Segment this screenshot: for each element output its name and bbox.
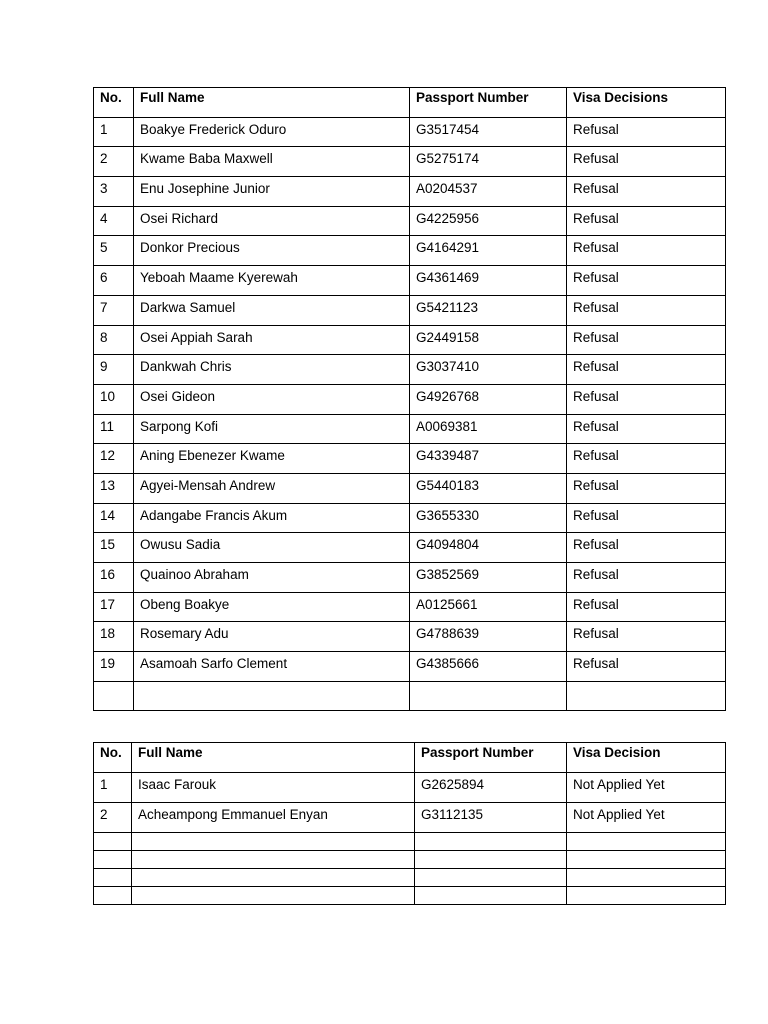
table-row [94, 803, 726, 833]
cell-passport-number [410, 681, 567, 711]
cell-visa-decision: Refusal [567, 147, 726, 177]
cell-full-name: Asamoah Sarfo Clement [134, 652, 410, 682]
cell-visa-decision: Refusal [567, 355, 726, 385]
cell-no: 17 [94, 592, 134, 622]
table-row [94, 384, 726, 414]
cell-full-name [134, 681, 410, 711]
cell-full-name: Obeng Boakye [134, 592, 410, 622]
cell-visa-decision: Refusal [567, 622, 726, 652]
cell-no: 3 [94, 177, 134, 207]
table-row [94, 533, 726, 563]
cell-passport-number: G5440183 [410, 473, 567, 503]
cell-visa-decision: Refusal [567, 206, 726, 236]
table-row [94, 887, 726, 905]
table-row [94, 117, 726, 147]
cell-full-name: Kwame Baba Maxwell [134, 147, 410, 177]
cell-visa-decision [567, 681, 726, 711]
cell-no: 4 [94, 206, 134, 236]
cell-full-name: Isaac Farouk [132, 773, 415, 803]
cell-no: 2 [94, 147, 134, 177]
table-row [94, 851, 726, 869]
cell-no: 1 [94, 117, 134, 147]
cell-passport-number: A0125661 [410, 592, 567, 622]
cell-visa-decision: Refusal [567, 117, 726, 147]
cell-visa-decision: Not Applied Yet [567, 773, 726, 803]
cell-passport-number: G4361469 [410, 266, 567, 296]
cell-visa-decision: Refusal [567, 503, 726, 533]
visa-refusal-table [93, 87, 726, 711]
cell-passport-number: G3655330 [410, 503, 567, 533]
cell-passport-number [415, 851, 567, 869]
cell-full-name [132, 833, 415, 851]
cell-no: 16 [94, 563, 134, 593]
cell-passport-number: G3517454 [410, 117, 567, 147]
cell-no: 9 [94, 355, 134, 385]
table-row [94, 773, 726, 803]
cell-visa-decision: Refusal [567, 384, 726, 414]
cell-passport-number: G4385666 [410, 652, 567, 682]
cell-no: 13 [94, 473, 134, 503]
cell-passport-number: G4225956 [410, 206, 567, 236]
table-row [94, 236, 726, 266]
cell-full-name: Enu Josephine Junior [134, 177, 410, 207]
cell-full-name [132, 869, 415, 887]
table-row [94, 503, 726, 533]
table-row [94, 444, 726, 474]
cell-no [94, 887, 132, 905]
cell-visa-decision [567, 869, 726, 887]
cell-passport-number: A0069381 [410, 414, 567, 444]
table-row [94, 177, 726, 207]
cell-passport-number: G4164291 [410, 236, 567, 266]
cell-full-name: Agyei-Mensah Andrew [134, 473, 410, 503]
cell-full-name: Aning Ebenezer Kwame [134, 444, 410, 474]
visa-not-applied-table [93, 742, 726, 905]
cell-full-name: Darkwa Samuel [134, 295, 410, 325]
cell-full-name: Osei Gideon [134, 384, 410, 414]
cell-visa-decision [567, 833, 726, 851]
cell-full-name: Owusu Sadia [134, 533, 410, 563]
cell-passport-number: G3852569 [410, 563, 567, 593]
cell-full-name: Donkor Precious [134, 236, 410, 266]
cell-passport-number: G5421123 [410, 295, 567, 325]
cell-no: 7 [94, 295, 134, 325]
cell-visa-decision: Refusal [567, 295, 726, 325]
table-row [94, 833, 726, 851]
cell-full-name: Osei Appiah Sarah [134, 325, 410, 355]
cell-visa-decision: Refusal [567, 652, 726, 682]
cell-visa-decision: Refusal [567, 177, 726, 207]
cell-full-name: Dankwah Chris [134, 355, 410, 385]
table-row [94, 622, 726, 652]
cell-visa-decision: Refusal [567, 533, 726, 563]
cell-visa-decision: Refusal [567, 563, 726, 593]
cell-passport-number: G2449158 [410, 325, 567, 355]
cell-passport-number [415, 887, 567, 905]
cell-visa-decision: Refusal [567, 414, 726, 444]
table-row [94, 355, 726, 385]
cell-visa-decision: Refusal [567, 444, 726, 474]
cell-visa-decision: Not Applied Yet [567, 803, 726, 833]
header-visa-decisions: Visa Decisions [567, 88, 726, 118]
cell-no: 15 [94, 533, 134, 563]
header-passport-number: Passport Number [410, 88, 567, 118]
header-full-name: Full Name [132, 743, 415, 773]
cell-passport-number: G3037410 [410, 355, 567, 385]
table-row [94, 652, 726, 682]
table-row [94, 206, 726, 236]
cell-no: 10 [94, 384, 134, 414]
cell-visa-decision [567, 887, 726, 905]
table-row [94, 592, 726, 622]
cell-full-name: Sarpong Kofi [134, 414, 410, 444]
table-row [94, 266, 726, 296]
table-row [94, 563, 726, 593]
cell-full-name: Acheampong Emmanuel Enyan [132, 803, 415, 833]
cell-no [94, 869, 132, 887]
cell-no: 11 [94, 414, 134, 444]
cell-full-name: Yeboah Maame Kyerewah [134, 266, 410, 296]
table-row [94, 325, 726, 355]
cell-no: 2 [94, 803, 132, 833]
cell-passport-number: A0204537 [410, 177, 567, 207]
header-no: No. [94, 88, 134, 118]
cell-no: 12 [94, 444, 134, 474]
cell-no [94, 681, 134, 711]
cell-full-name: Quainoo Abraham [134, 563, 410, 593]
header-full-name: Full Name [134, 88, 410, 118]
cell-no: 19 [94, 652, 134, 682]
cell-visa-decision [567, 851, 726, 869]
cell-passport-number: G3112135 [415, 803, 567, 833]
cell-full-name [132, 851, 415, 869]
cell-visa-decision: Refusal [567, 473, 726, 503]
cell-full-name: Boakye Frederick Oduro [134, 117, 410, 147]
cell-no: 1 [94, 773, 132, 803]
cell-visa-decision: Refusal [567, 325, 726, 355]
header-no: No. [94, 743, 132, 773]
table-row [94, 414, 726, 444]
cell-visa-decision: Refusal [567, 236, 726, 266]
cell-no [94, 851, 132, 869]
cell-no: 18 [94, 622, 134, 652]
cell-full-name [132, 887, 415, 905]
table-header-row [94, 743, 726, 773]
table-row [94, 869, 726, 887]
header-visa-decision: Visa Decision [567, 743, 726, 773]
table-header-row [94, 88, 726, 118]
cell-passport-number: G2625894 [415, 773, 567, 803]
header-passport-number: Passport Number [415, 743, 567, 773]
table-row [94, 681, 726, 711]
cell-no: 5 [94, 236, 134, 266]
cell-no: 6 [94, 266, 134, 296]
cell-passport-number: G5275174 [410, 147, 567, 177]
cell-passport-number: G4788639 [410, 622, 567, 652]
table-row [94, 295, 726, 325]
cell-no: 14 [94, 503, 134, 533]
cell-passport-number [415, 869, 567, 887]
cell-full-name: Rosemary Adu [134, 622, 410, 652]
table-row [94, 473, 726, 503]
cell-no: 8 [94, 325, 134, 355]
cell-passport-number [415, 833, 567, 851]
cell-passport-number: G4339487 [410, 444, 567, 474]
cell-visa-decision: Refusal [567, 592, 726, 622]
cell-full-name: Adangabe Francis Akum [134, 503, 410, 533]
table-row [94, 147, 726, 177]
cell-passport-number: G4094804 [410, 533, 567, 563]
cell-full-name: Osei Richard [134, 206, 410, 236]
cell-no [94, 833, 132, 851]
cell-visa-decision: Refusal [567, 266, 726, 296]
cell-passport-number: G4926768 [410, 384, 567, 414]
